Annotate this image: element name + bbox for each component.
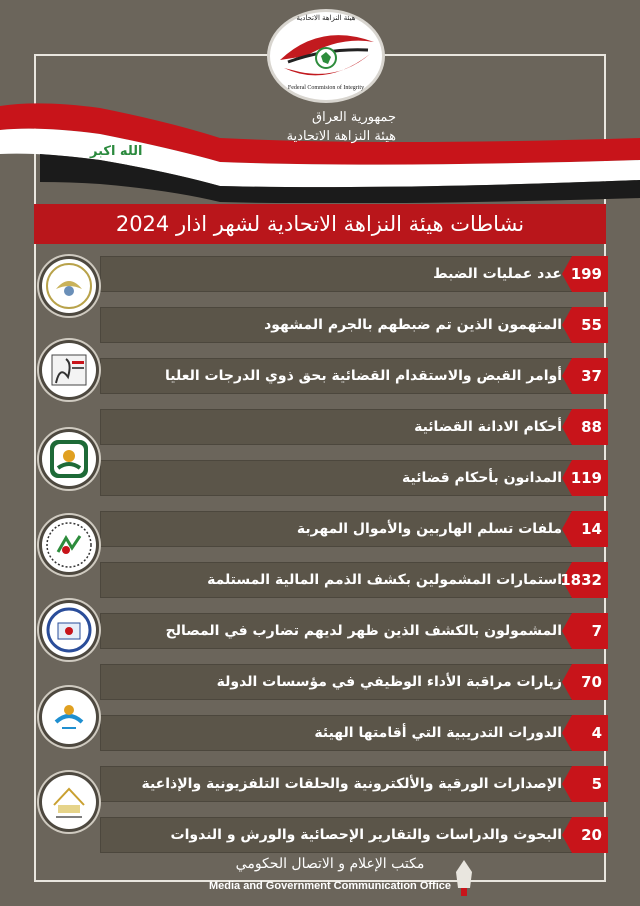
investigation-seal-icon [42,518,96,572]
stat-label: أوامر القبض والاستقدام القضائية بحق ذوي الدرجات العليا [165,368,562,384]
stat-row [100,562,608,598]
stat-row [100,613,608,649]
stat-badge [562,307,608,343]
stat-label: الإصدارات الورقية والألكترونية والحلقات التلفزيونية والإذاعية [141,776,562,792]
stat-label: المدانون بأحكام قضائية [401,470,562,486]
stat-badge [562,715,608,751]
page-title: نشاطات هيئة النزاهة الاتحادية لشهر اذار 2024 [34,204,606,244]
flag-takbir-text: الله اكبر [90,144,143,159]
stat-row [100,511,608,547]
stat-label: استمارات المشمولين بكشف الذمم المالية المستلمة [207,572,562,588]
research-directorate-seal-icon [42,775,96,829]
stat-badge [562,664,608,700]
stat-badge [562,613,608,649]
stat-value: 4 [591,724,602,742]
stat-value: 14 [581,520,602,538]
stat-value: 20 [581,826,602,844]
stat-row [100,409,608,445]
training-academy-seal-icon [42,690,96,744]
office-logo-icon [452,858,476,898]
recovery-directorate-seal-icon [42,603,96,657]
stat-badge [562,256,608,292]
stat-label: الدورات التدريبية التي أقامتها الهيئة [314,725,562,741]
stat-label: أحكام الادانة القضائية [414,419,562,435]
stat-badge [562,409,608,445]
stat-row [100,715,608,751]
emblem-english-text: Federal Commision of Integrity [287,85,365,91]
stat-row [100,358,608,394]
stat-row [100,460,608,496]
stat-value: 199 [570,265,602,283]
prevention-directorate-seal-icon [42,432,96,486]
stat-value: 1832 [560,571,602,589]
stat-badge [562,358,608,394]
stat-label: المتهمون الذين تم ضبطهم بالجرم المشهود [264,317,562,333]
directorate-seal-icon [42,259,96,313]
integrity-commission-logo [270,12,382,100]
stat-value: 88 [581,418,602,436]
stat-value: 70 [581,673,602,691]
commission-name: هيئة النزاهة الاتحادية [286,129,396,144]
stat-value: 119 [570,469,602,487]
education-directorate-seal-icon [42,343,96,397]
stat-value: 5 [591,775,602,793]
footer-office-arabic: مكتب الإعلام و الاتصال الحكومي [235,856,425,872]
stat-row [100,664,608,700]
stat-label: عدد عمليات الضبط [433,266,562,282]
stat-value: 37 [581,367,602,385]
emblem-arabic-text: هيئة النزاهة الاتحادية [296,14,356,22]
stat-label: زيارات مراقبة الأداء الوظيفي في مؤسسات الدولة [216,674,562,690]
stat-badge [562,562,608,598]
stat-row [100,817,608,853]
stat-row [100,766,608,802]
stat-label: المشمولون بالكشف الذين ظهر لديهم تضارب في المصالح [165,623,562,639]
stat-badge [562,460,608,496]
stat-row [100,256,608,292]
stat-badge [562,766,608,802]
stat-badge [562,511,608,547]
stat-badge [562,817,608,853]
stat-value: 55 [581,316,602,334]
stat-label: البحوث والدراسات والتقارير الإحصائية والورش و الندوات [170,827,562,843]
footer-office-english: Media and Government Communication Office [208,880,452,892]
stat-label: ملفات تسلم الهاربين والأموال المهربة [296,521,562,537]
country-name: جمهورية العراق [312,110,396,125]
stat-row [100,307,608,343]
stat-value: 7 [591,622,602,640]
header-title-block [287,108,396,146]
